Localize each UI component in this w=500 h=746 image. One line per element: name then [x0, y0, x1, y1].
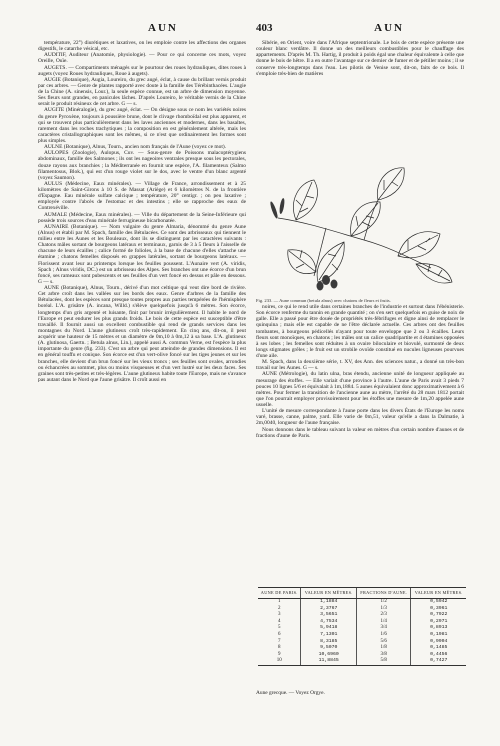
table-cell: 11,8845	[301, 658, 357, 665]
paragraph: AULOPES (Zoologie), Aulopus, Cuv. — Sous-genre de Poissons malacoptérygiens abdominaux, famille des Salmones ; ils ont les nageoires ventrales presque sous les pectorales, douze rayons aux branchies ; la Méditerranée en fournit une espèce, l'A. filamenteux (Salmo filamentosus, Blok.), qui est d'un rouge violet sur le dos, avec le ventre d'un blanc argenté (voyez Saumon).	[38, 150, 246, 181]
table-cell: 0,8913	[411, 625, 466, 632]
table-cell: 1	[277, 599, 281, 604]
right-column-lower	[256, 304, 464, 439]
table-cell: 0,7427	[411, 658, 466, 665]
table-cell: 7	[277, 638, 281, 644]
paragraph: AULNE (Botanique), Alnus, Tourn., ancien nom français de l'Aune (voyez ce mot).	[44, 144, 226, 151]
table-cell: 10	[258, 658, 301, 665]
table-cell: 0,2971	[411, 619, 466, 626]
paragraph: AUNE (Botanique), Alnus, Tourn., dérivé d'un mot celtique qui veut dire bord de rivière. Cet arbre croît dans les vallées sur les bords des eaux. Genre d'arbres de la famille des Bétulacées, dont les espèces sont presque toutes propres aux parties tempérées de l'hémisphère boréal. L'A. grisâtre (A. incana, Willd.) s'élève quelquefois jusqu'à 6 mètres. Son écorce, longtemps d'un gris argenté et luisante, finit par brunir irrégulièrement. Il habite le nord de l'Europe et peut endurer les plus grands froids. Le bois de cette espèce est susceptible d'être travaillé. Il fournit aussi un excellent combustible qui rend de grands services dans les montagnes du Nord. L'aune glutineux croît très-rapidement. En cinq ans, dit-on, il peut acquérir une hauteur de 15 mètres et un diamètre de 0m,10 à 0m,12 à sa base. L'A. glutineux (A. glutinosa, Gaertn. ; Betula alnus, Lin.), appelé aussi A. commun Verne, est l'espèce la plus importante du genre (fig. 233). C'est un arbre qui peut atteindre de grandes dimensions. Il est en général touffu et conique. Son écorce est d'un vert-olive foncé sur les tiges jeunes et sur les branches, elle devient d'un brun foncé sur les vieux troncs ; ses feuilles sont ovales, arrondies ou échancrées au sommet, plus ou moins visqueuses et d'un vert lustré sur les deux faces. Ses graines sont très-petites et très-légères. L'aune glutineux habite toute l'Europe, mais ne s'avance pas autant dans le Nord que l'aune grisâtre. Il croît aussi en	[38, 285, 246, 383]
paragraph: AULUS (Médecine, Eaux minérales). — Village de France, arrondissement et à 25 kilomètres de Saint-Girons à 10 S. de Massat (Ariège) et 6 kilomètres N. de la frontière d'Espagne. Eau minérale sulfate calcique ; température, 20° centigr. ; on peu laxative ; employée contre l'abcès de l'estomac et des intestins ; elle se rapproche des eaux de Contrexéville.	[38, 180, 246, 212]
paragraph: AUNE (Métrologie), du latin ulna, bras étendu, ancienne unité de longueur appliquée au mesurage des étoffes. — Elle variait d'une province à l'autre. L'aune de Paris avait 3 pieds 7 pouces 10 lignes 5/6 et équivalait à 1m,1884. 5 aunes équivalaient donc approximativement à 6 mètres. Pour fermer la transition de l'ancienne aune au mètre, l'arrêté du 28 mars 1812 portait que l'on pourrait employer provisoirement pour les étoffes une mesure de 1m,20 appelée aune usuelle.	[256, 371, 464, 408]
table-cell: 9	[277, 651, 281, 657]
alder-branch-illustration	[256, 160, 466, 295]
table-cell: 2,3767	[301, 606, 357, 613]
table-row	[258, 599, 466, 606]
paragraph: Nous donnons dans le tableau suivant la valeur en mètres d'un certain nombre d'aunes et de fractions d'aune de Paris.	[256, 426, 464, 439]
table-cell: 1/4	[356, 619, 411, 626]
left-column	[38, 40, 246, 383]
table-cell: 1/6	[356, 632, 411, 639]
aune-conversion-table	[258, 587, 466, 666]
table-cell: 0,3961	[411, 606, 466, 613]
table-row	[258, 645, 466, 652]
table-row	[258, 632, 466, 639]
paragraph: AUGITE (Minéralogie), du grec augé, éclat. — On désigne sous ce nom les variétés noires du genre Pyroxène, toujours à poussière brune, dont le clivage rhomboïdal est plus apparent, et qui se trouvent plus particulièrement dans les laves anciennes et modernes, dans les basaltes, rarement dans les roches trachytiques ; la composition en est généralement altérée, mais les caractères cristallographiques sont les mêmes, si ce n'est que ordinairement les formes sont plus simples.	[38, 107, 246, 144]
paragraph: AUGIE (Botanique), Augia, Loureiro, du grec augé, éclat, à cause du brillant vernis produit par ces arbres. — Genre de plantes rapporté avec doute à la famille des Térébinthacées. L'augie de la Chine (A. sinensis, Lour.), la seule espèce connue, est un arbre de dimension moyenne. Ses fleurs sont grandes, en panicules lâches. D'après Loureiro, le véritable vernis de la Chine serait le produit résineux de cet arbre. G — s.	[38, 76, 246, 108]
table-cell: 6	[277, 631, 281, 637]
table-cell: 0,7922	[411, 612, 466, 619]
table-cell: 0,4456	[411, 652, 466, 659]
right-column-top	[256, 40, 464, 77]
leaf	[293, 180, 317, 220]
table-header: VALEUR EN MÈTRES.	[411, 588, 466, 599]
table-cell: 4,7534	[301, 619, 357, 626]
catkin	[279, 198, 286, 214]
table-cell: 8	[277, 645, 281, 651]
cone	[331, 280, 338, 289]
table-cell: 3,5651	[301, 612, 357, 619]
paragraph: Sibérie, en Orient, voire dans l'Afrique septentrionale. Le bois de cette espèce présente une couleur blanc verdâtre. Il donne un des meilleurs combustibles pour le chauffage des appartements. D'après M. Th. Hartig, il produit à poids égal une chaleur équivalente à celle que donne le bois de hêtre. Il a en outre l'avantage sur ce dernier de fumer et de pétiller moins ; il se conserve très-longtemps dans l'eau. Les pilotis de Venise sont, dit-on, faits de ce bois. Il s'emploie très-bien de matières	[256, 40, 464, 77]
table-row	[258, 612, 466, 619]
table-cell: 0,5942	[411, 599, 466, 606]
figure-caption: Fig. 233. — Aune commun (betula alnus) avec chatons de fleurs et fruits.	[256, 298, 391, 303]
table-cell: 5,9418	[301, 625, 357, 632]
table-cell: 5	[277, 625, 281, 631]
table-cell: 1/8	[356, 645, 411, 652]
catkin	[269, 201, 279, 219]
paragraph: AUGETS. — Compartiments ménagés sur le pourtour des roues hydrauliques, dites roues à augets (voyez Roues hydrauliques, Roue à augets).	[38, 64, 246, 77]
header-right-word: AUN	[374, 22, 404, 34]
table-cell: 3/8	[356, 652, 411, 659]
table-cell: 0,9904	[411, 639, 466, 646]
paragraph: AUMALE (Médecine, Eaux minérales). — Ville du département de la Seine-Inférieure qui possède trois sources d'eau minérale ferrugineuse bicarbonatée.	[38, 211, 246, 224]
table-cell: 2/3	[356, 612, 411, 619]
table-row	[258, 658, 466, 665]
table-cell: 5/6	[356, 639, 411, 646]
header-left-word: AUN	[148, 22, 178, 34]
table-cell: 1,1884	[301, 599, 357, 606]
table-cell: 0,1981	[411, 632, 466, 639]
table-cell: 2	[277, 605, 281, 611]
table-cell: 5/8	[356, 658, 411, 665]
table-body	[258, 599, 466, 666]
paragraph: M. Spach, dans la deuxième série, t. XV, des Ann. des sciences natur., a donné un très-bon travail sur les Aunes. G — s.	[256, 359, 464, 372]
paragraph: température, 22°) diurétiques et laxatives, on les emploie contre les affections des organes digestifs, le catarrhe vésical, etc.	[38, 40, 246, 53]
paragraph: AUDITIF, Auditeur (Anatomie, physiologie). — Pour ce qui concerne ces mots, voyez Oreille, Ouïe.	[38, 52, 246, 65]
table-cell: 10,6960	[301, 652, 357, 659]
table-cell: 9,5070	[301, 645, 357, 652]
table-cell: 0,1485	[411, 645, 466, 652]
table-header: AUNE DE PARIS.	[258, 588, 301, 599]
paragraph: noires, ce qui le rend utile dans certaines branches de l'industrie et surtout dans l'ébénisterie. Son écorce renferme du tannin en grande quantité ; on s'en sert quelquefois en guise de noix de galle. Elle a passé pour être douée de propriétés très-fébrifuges et digne ainsi de remplacer le quinquina ; mais elle est capable de ne l'être déclarée actuelle. Ces arbres ont des feuilles tombantes, à bourgeons pédicellés n'ayant pour toute enveloppe que 2 ou 3 écailles. Leurs fleurs sont monoïques, en chatons ; les mâles ont un calice quadripartite et 4 étamines opposées à ses lobes ; les femelles sont réduites à un ovaire biloculaire et biovulé, surmonté de deux longs stigmates grêles ; le fruit est un strobile ovoïde constitué en nucules ligneuses pourvues d'une aile.	[256, 304, 464, 359]
table-cell: 7,1301	[301, 632, 357, 639]
table-cell: 1/2	[356, 599, 411, 606]
table-cell: 4	[277, 618, 281, 624]
paragraph: AUNAIRE (Botanique). — Nom vulgaire du genre Almaria, dénommé du genre Aune (Alnus) et établi par M. Spach, famille des Bétulacées. Ce sont des arbrisseaux qui tiennent le milieu entre les Aunes et les Bouleaux, dont ils se distinguent par les caractères suivants : Chatons mâles sortant de bourgeons latéraux et terminaux, garnis de 3 à 5 fleurs à l'aisselle de chacune de leurs écailles ; calice formé de folioles, à la base de chacune d'elles s'attache une étamine ; chatons femelles disposés en grappes latérales, sortant de bourgeons latéraux. — Florissent avant leur au printemps lorsque les feuilles poussent. L'Aunaire vert (A. viridis, Spach ; Alnus viridis, DC.) est un arbrisseau des Alpes. Ses branches ont une écorce d'un brun foncé, ses rameaux sont pubescents et ses feuilles d'un vert foncé en dessus et pâle en dessous. G — s.	[38, 223, 246, 285]
table-cell: 3	[277, 612, 281, 618]
table-header-row	[258, 588, 466, 599]
table-cell: 1/3	[356, 606, 411, 613]
paragraph: L'unité de mesure correspondante à l'aune porte dans les divers États de l'Europe les noms varé, brasse, canne, palme, yard. Elle varie de 0m,51, valeur qu'elle a dans la Dalmatie, à 2m,0040, longueur de l'aune française.	[256, 408, 464, 427]
table-header: VALEUR EN MÈTRES.	[301, 588, 357, 599]
cone	[317, 282, 324, 291]
table-header: FRACTIONS D'AUNE.	[356, 588, 411, 599]
table-cell: 8,3185	[301, 639, 357, 646]
cone	[322, 275, 330, 285]
running-header	[40, 22, 464, 36]
cross-reference: Aune grecque. — Voyez Orgye.	[256, 690, 325, 696]
table-cell: 3/4	[356, 625, 411, 632]
table-row	[258, 625, 466, 632]
page-number: 403	[256, 22, 273, 34]
